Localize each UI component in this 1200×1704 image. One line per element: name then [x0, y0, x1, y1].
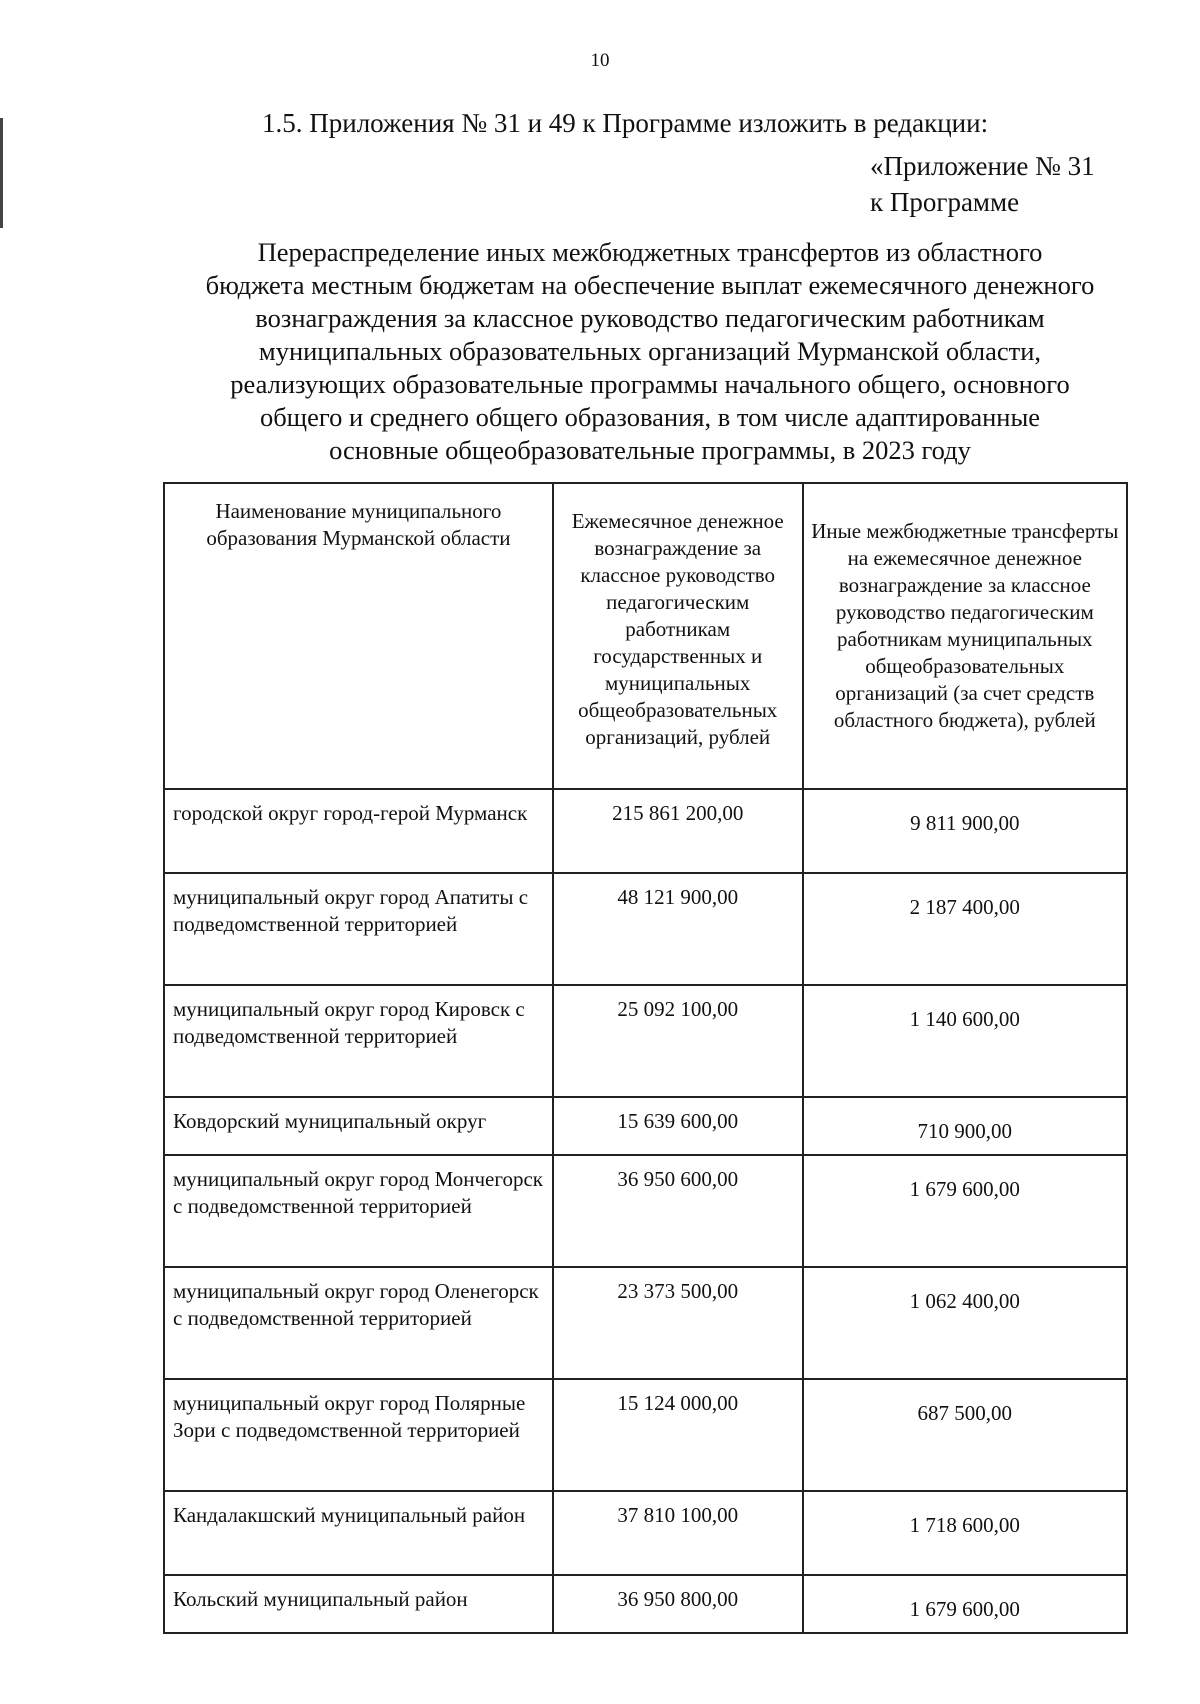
annex-reference	[870, 148, 1095, 220]
cell-transfers: 710 900,00	[803, 1097, 1127, 1155]
cell-municipality: муниципальный округ город Оленегорск с подведомственной территорией	[164, 1267, 553, 1379]
table-row	[164, 1379, 1127, 1491]
title-line: Перераспределение иных межбюджетных трансфертов из областного	[257, 237, 1043, 267]
cell-transfers: 1 062 400,00	[803, 1267, 1127, 1379]
cell-municipality: Кольский муниципальный район	[164, 1575, 553, 1633]
cell-monthly: 48 121 900,00	[553, 873, 803, 985]
title-line: вознаграждения за классное руководство педагогическим работникам	[255, 303, 1045, 333]
cell-transfers: 687 500,00	[803, 1379, 1127, 1491]
table-row	[164, 1267, 1127, 1379]
header-monthly-reward: Ежемесячное денежное вознаграждение за классное руководство педагогическим работникам государственных и муниципальных общеобразовательных организаций, рублей	[553, 483, 803, 789]
cell-monthly: 36 950 800,00	[553, 1575, 803, 1633]
table-row	[164, 1097, 1127, 1155]
table-row	[164, 873, 1127, 985]
table-row	[164, 1491, 1127, 1575]
title-line: реализующих образовательные программы начального общего, основного	[230, 369, 1070, 399]
cell-municipality: муниципальный округ город Апатиты с подведомственной территорией	[164, 873, 553, 985]
cell-monthly: 37 810 100,00	[553, 1491, 803, 1575]
cell-municipality: муниципальный округ город Мончегорск с подведомственной территорией	[164, 1155, 553, 1267]
title-line: муниципальных образовательных организаций Мурманской области,	[258, 336, 1042, 366]
cell-municipality: Ковдорский муниципальный округ	[164, 1097, 553, 1155]
annex-line-1: «Приложение № 31	[870, 151, 1095, 181]
transfers-table	[163, 482, 1128, 1634]
cell-transfers: 1 718 600,00	[803, 1491, 1127, 1575]
scan-edge-mark	[0, 118, 3, 228]
cell-monthly: 15 124 000,00	[553, 1379, 803, 1491]
cell-monthly: 15 639 600,00	[553, 1097, 803, 1155]
document-title	[160, 236, 1140, 467]
cell-transfers: 2 187 400,00	[803, 873, 1127, 985]
cell-transfers: 9 811 900,00	[803, 789, 1127, 873]
title-line: бюджета местным бюджетам на обеспечение выплат ежемесячного денежного	[205, 270, 1095, 300]
cell-monthly: 36 950 600,00	[553, 1155, 803, 1267]
cell-municipality: муниципальный округ город Полярные Зори с подведомственной территорией	[164, 1379, 553, 1491]
cell-monthly: 25 092 100,00	[553, 985, 803, 1097]
table-row	[164, 1575, 1127, 1633]
table-header-row	[164, 483, 1127, 789]
title-line: основные общеобразовательные программы, в 2023 году	[329, 435, 971, 465]
cell-transfers: 1 679 600,00	[803, 1575, 1127, 1633]
title-line: общего и среднего общего образования, в том числе адаптированные	[259, 402, 1041, 432]
cell-monthly: 215 861 200,00	[553, 789, 803, 873]
annex-line-2: к Программе	[870, 187, 1020, 217]
cell-transfers: 1 140 600,00	[803, 985, 1127, 1097]
table-row	[164, 789, 1127, 873]
header-municipality: Наименование муниципального образования Мурманской области	[164, 483, 553, 789]
cell-transfers: 1 679 600,00	[803, 1155, 1127, 1267]
cell-monthly: 23 373 500,00	[553, 1267, 803, 1379]
cell-municipality: муниципальный округ город Кировск с подведомственной территорией	[164, 985, 553, 1097]
page-number: 10	[590, 50, 610, 71]
intro-paragraph: 1.5. Приложения № 31 и 49 к Программе изложить в редакции:	[262, 108, 989, 138]
table-row	[164, 1155, 1127, 1267]
table-row	[164, 985, 1127, 1097]
header-transfers: Иные межбюджетные трансферты на ежемесячное денежное вознаграждение за классное руководство педагогическим работникам муниципальных общеобразовательных организаций (за счет средств областного бюджета), рублей	[803, 483, 1127, 789]
cell-municipality: городской округ город-герой Мурманск	[164, 789, 553, 873]
cell-municipality: Кандалакшский муниципальный район	[164, 1491, 553, 1575]
